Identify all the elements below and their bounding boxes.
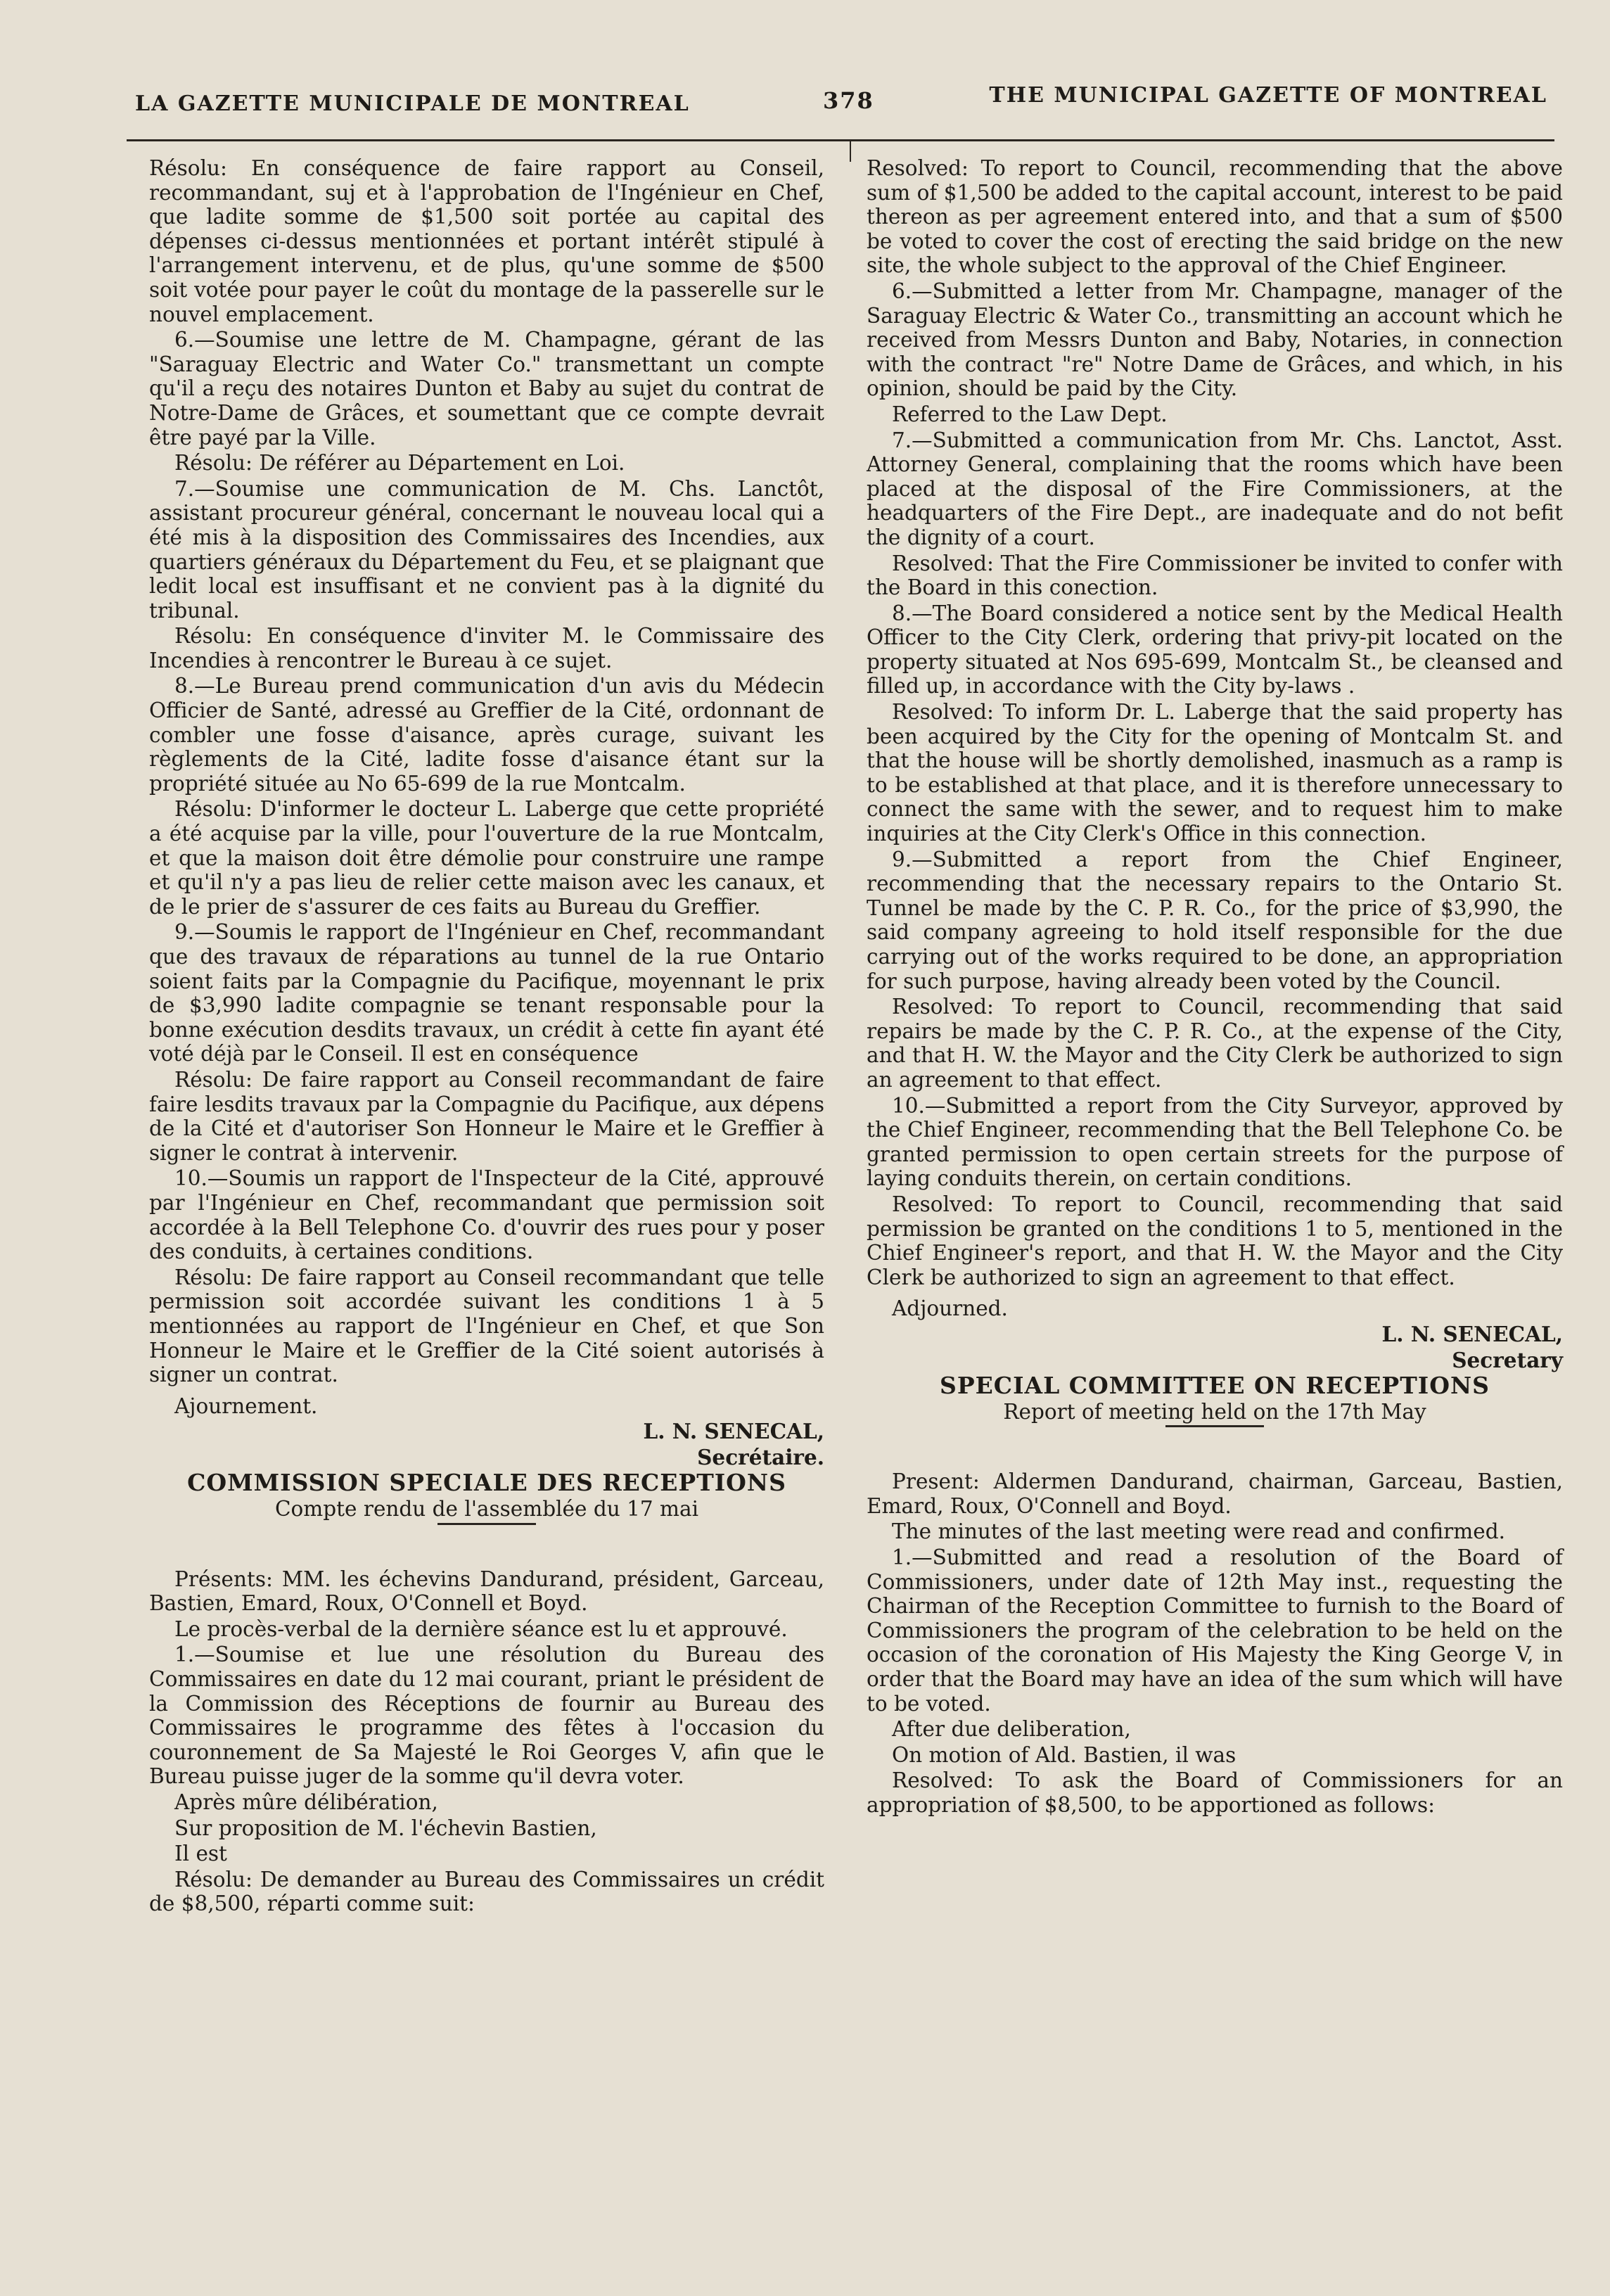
fr-section-paragraph: Présents: MM. les échevins Dandurand, président, Garceau, Bastien, Emard, Roux, O'Connell et Boyd.: [149, 1567, 824, 1616]
fr-section-paragraph: 1.—Soumise et lue une résolution du Bureau des Commissaires en date du 12 mai courant, priant le président de la Commission des Réceptions de fournir au Bureau des Commissaires le programme des fêtes à l'occasion du couronnement de Sa Majesté le Roi Georges V, afin que le Bureau puisse juger de la somme qu'il devra voter.: [149, 1643, 824, 1789]
fr-section-paragraph: Le procès-verbal de la dernière séance est lu et approuvé.: [174, 1616, 788, 1641]
fr-signature-name: L. N. SENECAL,: [643, 1419, 824, 1444]
en-section-rule: [1165, 1425, 1264, 1427]
en-paragraph: Resolved: To report to Council, recommending that said repairs be made by the C. P. R. Co., at the expense of the City, and that H. W. the Mayor and the City Clerk be authorized to sign an agreement to that effect.: [867, 995, 1563, 1092]
en-paragraph: Referred to the Law Dept.: [892, 402, 1168, 426]
fr-paragraph: Résolu: De faire rapport au Conseil recommandant de faire faire lesdits travaux par la Compagnie du Pacifique, aux dépens de la Cité et d'autoriser Son Honneur le Maire et le Greffier à signer le contrat à intervenir.: [149, 1067, 824, 1165]
en-paragraph: Resolved: To report to Council, recommending that said permission be granted on the conditions 1 to 5, mentioned in the Chief Engineer's report, and that H. W. the Mayor and the City Clerk be authorized to sign an agreement to that effect.: [867, 1192, 1563, 1289]
running-header: [127, 83, 1547, 125]
fr-section-paragraph: Il est: [174, 1842, 227, 1866]
en-signature-role: Secretary: [1452, 1347, 1563, 1372]
en-section-subtitle: Report of meeting held on the 17th May: [1003, 1399, 1426, 1424]
english-column: [867, 156, 1563, 1819]
fr-adjournment: Ajournement.: [174, 1393, 318, 1418]
french-column: [149, 156, 824, 1918]
en-adjournment: Adjourned.: [892, 1296, 1008, 1321]
en-section-paragraph: Present: Aldermen Dandurand, chairman, Garceau, Bastien, Emard, Roux, O'Connell and Boyd.: [867, 1469, 1563, 1518]
en-section-paragraph: On motion of Ald. Bastien, il was: [892, 1742, 1237, 1767]
en-paragraph: 6.—Submitted a letter from Mr. Champagne, manager of the Saraguay Electric & Water Co., transmitting an account which he received from Messrs Dunton and Baby, Notaries, in connection with the contract "re" Notre Dame de Grâces, and which, in his opinion, should be paid by the City.: [867, 279, 1563, 401]
en-paragraph: 7.—Submitted a communication from Mr. Chs. Lanctot, Asst. Attorney General, complaining that the rooms which have been placed at the disposal of the Fire Commissioners, at the headquarters of the Fire Dept., are inadequate and do not befit the dignity of a court.: [867, 428, 1563, 549]
en-section-paragraph: 1.—Submitted and read a resolution of the Board of Commissioners, under date of 12th May inst., requesting the Chairman of the Reception Committee to furnish to the Board of Commissioners the program of the celebration to be held on the occasion of the coronation of His Majesty the King George V, in order that the Board may have an idea of the sum which will have to be voted.: [867, 1545, 1563, 1716]
fr-section-paragraph: Après mûre délibération,: [174, 1790, 438, 1814]
fr-paragraph: 9.—Soumis le rapport de l'Ingénieur en Chef, recommandant que des travaux de réparations au tunnel de la rue Ontario soient faits par la Compagnie du Pacifique, moyennant le prix de $3,990 ladite compagnie se tenant responsable pour la bonne exécution desdits travaux, un crédit à cette fin ayant été voté déjà par le Conseil. Il est en conséquence: [149, 920, 824, 1066]
en-paragraph: 9.—Submitted a report from the Chief Engineer, recommending that the necessary repairs to the Ontario St. Tunnel be made by the C. P. R. Co., for the price of $3,990, the said company agreeing to hold itself responsible for the due carrying out of the works required to be done, an appropriation for such purpose, having already been voted by the Council.: [867, 847, 1563, 993]
fr-paragraph: Résolu: D'informer le docteur L. Laberge que cette propriété a été acquise par la ville, pour l'ouverture de la rue Montcalm, et que la maison doit être démolie pour construire une rampe et qu'il n'y a pas lieu de relier cette maison avec les canaux, et de le prier de s'assurer de ces faits au Bureau du Greffier.: [149, 797, 824, 919]
en-section-paragraph: After due deliberation,: [892, 1717, 1131, 1742]
column-divider: [850, 141, 851, 162]
fr-paragraph: Résolu: De référer au Département en Loi.: [174, 451, 625, 476]
header-title-french: LA GAZETTE MUNICIPALE DE MONTREAL: [135, 91, 690, 116]
en-section-paragraph: The minutes of the last meeting were read and confirmed.: [892, 1519, 1505, 1544]
page-number: 378: [823, 87, 874, 114]
en-section-title: SPECIAL COMMITTEE ON RECEPTIONS: [940, 1372, 1490, 1400]
fr-paragraph: Résolu: En conséquence d'inviter M. le Commissaire des Incendies à rencontrer le Bureau à ce sujet.: [149, 624, 824, 672]
fr-paragraph: 7.—Soumise une communication de M. Chs. Lanctôt, assistant procureur général, concernant le nouveau local qui a été mis à la disposition des Commissaires des Incendies, aux quartiers généraux du Département du Feu, et se plaignant que ledit local est insuffisant et ne convient pas à la dignité du tribunal.: [149, 476, 824, 623]
fr-section-paragraph: Résolu: De demander au Bureau des Commissaires un crédit de $8,500, réparti comme suit:: [149, 1867, 824, 1916]
en-paragraph: Resolved: To report to Council, recommending that the above sum of $1,500 be added to the capital account, interest to be paid thereon as per agreement entered into, and that a sum of $500 be voted to cover the cost of erecting the said bridge on the new site, the whole subject to the approval of the Chief Engineer.: [867, 156, 1563, 278]
fr-section-paragraph: Sur proposition de M. l'échevin Bastien,: [174, 1816, 597, 1840]
fr-section-subtitle: Compte rendu de l'assemblée du 17 mai: [274, 1497, 699, 1522]
en-paragraph: 8.—The Board considered a notice sent by the Medical Health Officer to the City Clerk, ordering that privy-pit located on the property situated at Nos 695-699, Montcalm St., be cleansed and filled up, in accordance with the City by-laws .: [867, 601, 1563, 699]
en-signature-name: L. N. SENECAL,: [1381, 1321, 1563, 1346]
header-rule: [127, 139, 1554, 141]
en-section-paragraph: Resolved: To ask the Board of Commissioners for an appropriation of $8,500, to be apportioned as follows:: [867, 1768, 1563, 1817]
fr-paragraph: Résolu: En conséquence de faire rapport au Conseil, recommandant, suj et à l'approbation de l'Ingénieur en Chef, que ladite somme de $1,500 soit portée au capital des dépenses ci-dessus mentionnées et portant intérêt stipulé à l'arrangement intervenu, et de plus, qu'une somme de $500 soit votée pour payer le coût du montage de la passerelle sur le nouvel emplacement.: [149, 156, 824, 326]
en-paragraph: Resolved: To inform Dr. L. Laberge that the said property has been acquired by the City for the opening of Montcalm St. and that the house will be shortly demolished, inasmuch as a ramp is to be established at that place, and it is therefore unnecessary to connect the same with the sewer, and to request him to make inquiries at the City Clerk's Office in this connection.: [867, 700, 1563, 846]
fr-paragraph: Résolu: De faire rapport au Conseil recommandant que telle permission soit accordée suivant les conditions 1 à 5 mentionnées au rapport de l'Ingénieur en Chef, et que Son Honneur le Maire et le Greffier de la Cité soient autorisés à signer un contrat.: [149, 1265, 824, 1387]
en-paragraph: 10.—Submitted a report from the City Surveyor, approved by the Chief Engineer, recommending that the Bell Telephone Co. be granted permission to open certain streets for the purpose of laying conduits therein, on certain conditions.: [867, 1093, 1563, 1191]
fr-section-rule: [437, 1523, 536, 1525]
en-paragraph: Resolved: That the Fire Commissioner be invited to confer with the Board in this conection.: [867, 551, 1563, 600]
fr-paragraph: 10.—Soumis un rapport de l'Inspecteur de la Cité, approuvé par l'Ingénieur en Chef, recommandant que permission soit accordée à la Bell Telephone Co. d'ouvrir des rues pour y poser des conduits, à certaines conditions.: [149, 1166, 824, 1264]
fr-section-title: COMMISSION SPECIALE DES RECEPTIONS: [187, 1469, 786, 1497]
fr-signature-role: Secrétaire.: [697, 1444, 824, 1469]
fr-paragraph: 8.—Le Bureau prend communication d'un avis du Médecin Officier de Santé, adressé au Greffier de la Cité, ordonnant de combler une fosse d'aisance, après curage, suivant les règlements de la Cité, ladite fosse d'aisance étant sur la propriété située au No 65-699 de la rue Montcalm.: [149, 674, 824, 796]
fr-paragraph: 6.—Soumise une lettre de M. Champagne, gérant de las "Saraguay Electric and Water Co." transmettant un compte qu'il a reçu des notaires Dunton et Baby au sujet du contrat de Notre-Dame de Grâces, et soumettant que ce compte devrait être payé par la Ville.: [149, 328, 824, 449]
header-title-english: THE MUNICIPAL GAZETTE OF MONTREAL: [989, 83, 1547, 108]
